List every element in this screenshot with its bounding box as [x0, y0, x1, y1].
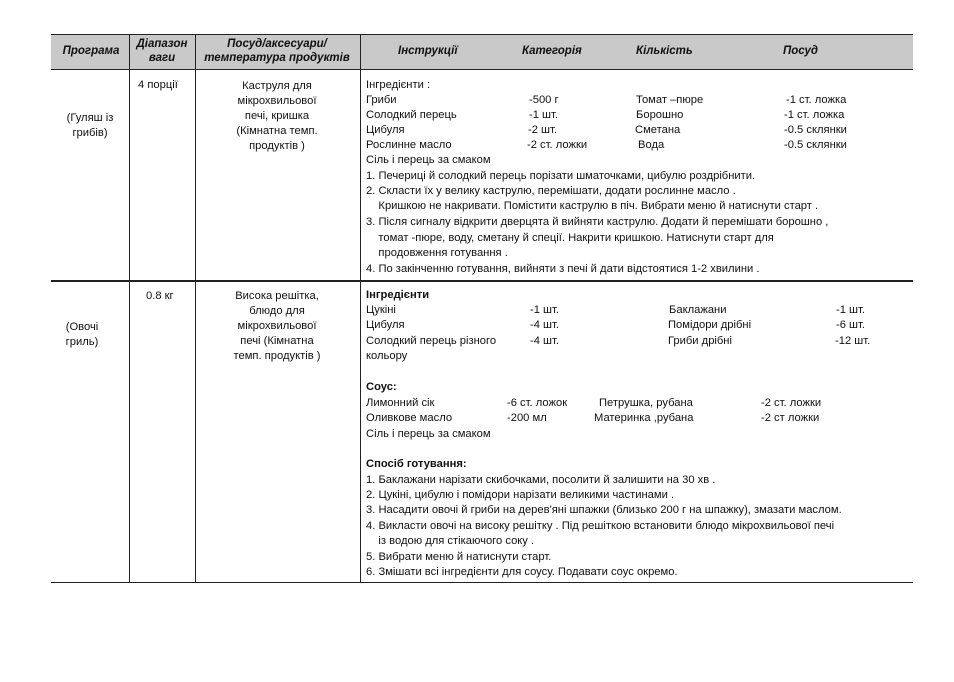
ingredient-qty: -0.5 склянки — [784, 139, 847, 151]
ingredient-name: Томат –пюре — [636, 94, 704, 106]
row2-ingredients-cont: кольору — [366, 350, 408, 362]
sauce-name: Петрушка, рубана — [599, 397, 693, 409]
row1-dish-line: мікрохвильової — [237, 95, 317, 107]
ingredient-name: Гриби — [366, 94, 397, 106]
row2-ingredients-title: Інгредієнти — [366, 289, 430, 301]
header-category: Категорія — [522, 45, 582, 57]
header-instructions: Інструкції — [398, 45, 458, 57]
row1-step: продовження готування . — [366, 247, 508, 259]
table-bottom-line — [51, 582, 913, 583]
ingredient-name: Цукіні — [366, 304, 396, 316]
row2-step: 5. Вибрати меню й натиснути старт. — [366, 551, 552, 563]
row2-dish-line: темп. продуктів ) — [233, 350, 321, 362]
header-weight-line1: Діапазон — [136, 38, 188, 50]
row1-step: 4. По закінченню готування, вийняти з печі й дати відстоятися 1-2 хвилини . — [366, 263, 760, 275]
row2-program-line1: (Овочі — [65, 321, 99, 333]
header-dish-line1: Посуд/аксесуари/ — [227, 38, 327, 50]
ingredient-qty: -2 ст. ложки — [527, 139, 588, 151]
row1-program — [51, 111, 129, 141]
ingredient-name: Солодкий перець різного — [366, 335, 497, 347]
row1-dish-line: Каструля для — [242, 80, 312, 92]
row1-dish-line: продуктів ) — [249, 140, 305, 152]
ingredient-qty: -1 шт. — [530, 304, 560, 316]
sauce-qty: -200 мл — [507, 412, 547, 424]
row1-step: 3. Після сигналу відкрити дверцята й вийняти каструлю. Додати й перемішати борошно , — [366, 216, 829, 228]
row2-method-title: Спосіб готування: — [366, 458, 467, 470]
sauce-name: Лимонний сік — [366, 397, 435, 409]
ingredient-name: Цибуля — [366, 124, 405, 136]
row1-step: 1. Печериці й солодкий перець порізати шматочками, цибулю роздрібнити. — [366, 170, 756, 182]
row2-step: 1. Баклажани нарізати скибочками, посолити й залишити на 30 хв . — [366, 474, 716, 486]
column-divider — [129, 34, 130, 583]
ingredient-qty: -500 г — [529, 94, 559, 106]
header-dish — [197, 37, 357, 65]
ingredient-name: Сметана — [635, 124, 681, 136]
row2-step: 3. Насадити овочі й гриби на дерев'яні шпажки (близько 200 г на шпажку), змазати маслом. — [366, 504, 842, 516]
ingredient-qty: -1 ст. ложка — [784, 109, 845, 121]
row1-dish-line: печі, кришка — [244, 110, 310, 122]
ingredient-qty: -6 шт. — [836, 319, 866, 331]
sauce-name: Материнка ,рубана — [594, 412, 694, 424]
sauce-qty: -2 ст. ложки — [761, 397, 822, 409]
ingredient-name: Помідори дрібні — [668, 319, 752, 331]
ingredient-name: Гриби дрібні — [668, 335, 732, 347]
row2-dish-line: мікрохвильової — [237, 320, 317, 332]
row2-program — [51, 320, 113, 350]
row1-program-line2: грибів) — [72, 127, 108, 139]
ingredient-qty: -4 шт. — [530, 319, 560, 331]
row1-dish-line: (Кімнатна темп. — [236, 125, 318, 137]
sauce-qty: -2 ст ложки — [761, 412, 820, 424]
header-quantity: Кількість — [636, 45, 693, 57]
row1-seasoning: Сіль і перець за смаком — [366, 154, 491, 166]
row1-step: томат -пюре, воду, сметану й спеції. Накрити кришкою. Натиснути старт для — [366, 232, 774, 244]
ingredient-name: Цибуля — [366, 319, 405, 331]
ingredient-qty: -1 ст. ложка — [786, 94, 847, 106]
ingredient-qty: -1 шт. — [836, 304, 866, 316]
row1-weight: 4 порції — [138, 79, 178, 91]
ingredient-name: Баклажани — [669, 304, 727, 316]
sauce-name: Оливкове масло — [366, 412, 453, 424]
row2-step: 4. Викласти овочі на високу решітку . Під решіткою встановити блюдо мікрохвильової печі — [366, 520, 835, 532]
row1-ingredients-title: Інгредієнти : — [366, 79, 431, 91]
column-divider — [195, 34, 196, 583]
ingredient-qty: -4 шт. — [530, 335, 560, 347]
row2-step: 2. Цукіні, цибулю і помідори нарізати великими частинами . — [366, 489, 675, 501]
ingredient-qty: -0.5 склянки — [784, 124, 847, 136]
ingredient-qty: -2 шт. — [528, 124, 558, 136]
row2-sauce-title: Соус: — [366, 381, 397, 393]
row2-seasoning: Сіль і перець за смаком — [366, 428, 491, 440]
header-dish-line2: температура продуктів — [204, 52, 350, 64]
row1-program-line1: (Гуляш із — [66, 112, 114, 124]
row1-step: 2. Скласти їх у велику каструлю, перемішати, додати рослинне масло . — [366, 185, 736, 197]
header-utensils: Посуд — [783, 45, 819, 57]
row2-weight: 0.8 кг — [146, 290, 174, 302]
row2-dish-line: Висока решітка, — [235, 290, 319, 302]
ingredient-name: Рослинне масло — [366, 139, 452, 151]
row2-dish-line: блюдо для — [249, 305, 305, 317]
header-weight — [130, 37, 194, 65]
row-divider — [51, 280, 913, 282]
column-divider — [360, 34, 361, 583]
row1-dish — [197, 79, 357, 154]
ingredient-name: Солодкий перець — [366, 109, 457, 121]
row2-program-line2: гриль) — [65, 336, 99, 348]
row2-dish — [197, 289, 357, 364]
ingredient-qty: -12 шт. — [835, 335, 871, 347]
header-program: Програма — [62, 45, 120, 57]
header-weight-line2: ваги — [148, 52, 176, 64]
ingredient-qty: -1 шт. — [529, 109, 559, 121]
row2-step: 6. Змішати всі інгредієнти для соусу. Подавати соус окремо. — [366, 566, 678, 578]
ingredient-name: Вода — [638, 139, 665, 151]
row2-step: із водою для стікаючого соку . — [366, 535, 535, 547]
row1-step: Кришкою не накривати. Помістити каструлю в піч. Вибрати меню й натиснути старт . — [366, 200, 819, 212]
ingredient-name: Борошно — [636, 109, 684, 121]
sauce-qty: -6 ст. ложок — [507, 397, 568, 409]
row2-dish-line: печі (Кімнатна — [240, 335, 314, 347]
